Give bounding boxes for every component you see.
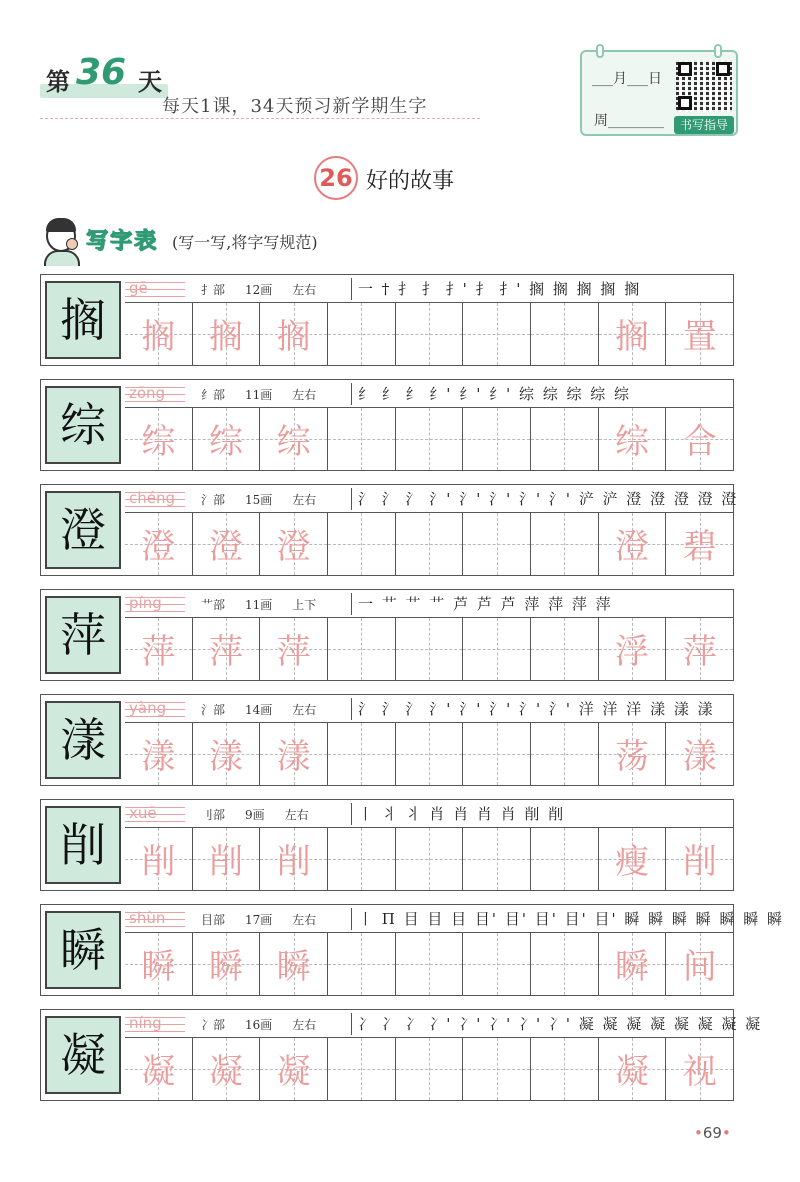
trace-character: 漾 bbox=[682, 737, 717, 777]
writing-cell[interactable] bbox=[396, 723, 464, 785]
trace-character: 置 bbox=[682, 317, 717, 357]
page-number: • 69 • bbox=[694, 1124, 731, 1142]
writing-grid bbox=[125, 933, 733, 995]
pinyin-lines bbox=[125, 590, 185, 618]
character-info bbox=[125, 590, 733, 618]
writing-cell[interactable] bbox=[531, 933, 599, 995]
stroke-count: 11画 bbox=[245, 388, 273, 402]
stroke-count: 17画 bbox=[245, 913, 273, 927]
writing-cell[interactable] bbox=[396, 303, 464, 365]
model-character: 澄 bbox=[45, 491, 121, 569]
radical: 扌部 bbox=[201, 283, 226, 297]
pinyin-lines bbox=[125, 1010, 185, 1038]
character-info bbox=[125, 695, 733, 723]
word-cell[interactable] bbox=[599, 723, 667, 785]
qr-corner-mark bbox=[716, 62, 730, 76]
stroke-order: 纟 纟 纟 纟' 纟' 纟' 综 综 综 综 综 bbox=[351, 383, 731, 405]
trace-cell[interactable] bbox=[260, 408, 328, 470]
model-character: 瞬 bbox=[45, 911, 121, 989]
writing-cell[interactable] bbox=[328, 513, 396, 575]
character-meta bbox=[201, 701, 336, 718]
writing-grid bbox=[125, 513, 733, 575]
writing-cell[interactable] bbox=[531, 618, 599, 680]
writing-guide-label: 书写指导 bbox=[674, 116, 734, 134]
trace-cell[interactable] bbox=[260, 1038, 328, 1100]
trace-character: 搁 bbox=[209, 317, 243, 357]
radical: 氵部 bbox=[201, 493, 226, 507]
trace-cell[interactable] bbox=[260, 303, 328, 365]
character-row bbox=[40, 274, 734, 366]
qr-corner-mark bbox=[678, 96, 692, 110]
trace-cell[interactable] bbox=[193, 828, 261, 890]
pinyin-lines bbox=[125, 380, 185, 408]
trace-character: 凝 bbox=[276, 1052, 311, 1092]
pinyin: gē bbox=[129, 279, 148, 297]
stroke-count: 14画 bbox=[245, 703, 273, 717]
pinyin: níng bbox=[129, 1014, 162, 1032]
pinyin-lines bbox=[125, 275, 185, 303]
model-character: 搁 bbox=[45, 281, 121, 359]
trace-cell[interactable] bbox=[193, 303, 261, 365]
day-suffix: 天 bbox=[138, 68, 162, 96]
stroke-count: 16画 bbox=[245, 1018, 273, 1032]
trace-character: 瞬 bbox=[141, 947, 176, 987]
character-row bbox=[40, 1009, 763, 1101]
character-row bbox=[40, 484, 739, 576]
trace-character: 间 bbox=[682, 947, 717, 987]
trace-character: 澄 bbox=[615, 527, 650, 567]
word-cell[interactable] bbox=[666, 723, 733, 785]
trace-character: 凝 bbox=[141, 1052, 176, 1092]
trace-character: 澄 bbox=[209, 527, 243, 567]
trace-cell[interactable] bbox=[260, 933, 328, 995]
trace-character: 综 bbox=[276, 422, 311, 462]
writing-cell[interactable] bbox=[531, 303, 599, 365]
pinyin: chéng bbox=[129, 489, 176, 507]
trace-character: 削 bbox=[276, 842, 311, 882]
trace-cell[interactable] bbox=[260, 723, 328, 785]
model-character: 削 bbox=[45, 806, 121, 884]
trace-cell[interactable] bbox=[125, 933, 193, 995]
trace-cell[interactable] bbox=[193, 618, 261, 680]
radical: 纟部 bbox=[201, 388, 226, 402]
trace-character: 瞬 bbox=[276, 947, 311, 987]
trace-cell[interactable] bbox=[125, 408, 193, 470]
stroke-order: 丨 丬 丬 肖 肖 肖 肖 削 削 bbox=[351, 803, 731, 825]
pinyin: yàng bbox=[129, 699, 167, 717]
week-field[interactable]: 周________ bbox=[594, 113, 664, 129]
trace-cell[interactable] bbox=[125, 1038, 193, 1100]
section-header bbox=[40, 214, 540, 266]
trace-character: 搁 bbox=[615, 317, 650, 357]
trace-cell[interactable] bbox=[125, 303, 193, 365]
word-cell[interactable] bbox=[599, 408, 667, 470]
character-info bbox=[125, 485, 739, 513]
writing-cell[interactable] bbox=[396, 408, 464, 470]
stroke-order: 一 艹 艹 艹 芦 芦 芦 萍 萍 萍 萍 bbox=[351, 593, 731, 615]
structure: 左右 bbox=[292, 913, 317, 927]
word-cell[interactable] bbox=[666, 513, 733, 575]
trace-character: 荡 bbox=[615, 737, 650, 777]
writing-cell[interactable] bbox=[463, 723, 531, 785]
writing-cell[interactable] bbox=[463, 618, 531, 680]
header-divider bbox=[40, 118, 480, 119]
stroke-count: 9画 bbox=[245, 808, 265, 822]
trace-character: 综 bbox=[615, 422, 650, 462]
writing-cell[interactable] bbox=[328, 933, 396, 995]
word-cell[interactable] bbox=[666, 933, 733, 995]
character-row bbox=[40, 694, 734, 786]
writing-cell[interactable] bbox=[396, 618, 464, 680]
writing-cell[interactable] bbox=[328, 828, 396, 890]
character-info bbox=[125, 1010, 763, 1038]
writing-grid bbox=[125, 723, 733, 785]
structure: 左右 bbox=[292, 388, 317, 402]
character-row bbox=[40, 589, 734, 681]
lesson-title: 好的故事 bbox=[366, 169, 455, 194]
trace-character: 合 bbox=[682, 422, 717, 462]
trace-character: 萍 bbox=[141, 632, 176, 672]
character-row bbox=[40, 799, 734, 891]
binder-ring-icon bbox=[714, 44, 722, 58]
trace-character: 瞬 bbox=[209, 947, 243, 987]
word-cell[interactable] bbox=[599, 513, 667, 575]
trace-character: 瞬 bbox=[615, 947, 650, 987]
writing-cell[interactable] bbox=[328, 303, 396, 365]
trace-character: 削 bbox=[682, 842, 717, 882]
structure: 左右 bbox=[292, 703, 317, 717]
radical: 刂部 bbox=[201, 808, 226, 822]
pinyin-lines bbox=[125, 905, 185, 933]
trace-cell[interactable] bbox=[193, 513, 261, 575]
trace-character: 视 bbox=[682, 1052, 717, 1092]
trace-character: 漾 bbox=[209, 737, 243, 777]
pinyin: shùn bbox=[129, 909, 166, 927]
stroke-order: 丨 Π 目 目 目 目' 目' 目' 目' 目' 瞬 瞬 瞬 瞬 瞬 瞬 瞬 bbox=[351, 908, 731, 930]
pinyin: xuē bbox=[129, 804, 157, 822]
character-row bbox=[40, 379, 734, 471]
writing-cell[interactable] bbox=[328, 408, 396, 470]
trace-cell[interactable] bbox=[125, 828, 193, 890]
stroke-order: 氵 氵 氵 氵' 氵' 氵' 氵' 氵' 洋 洋 洋 漾 漾 漾 bbox=[351, 698, 731, 720]
character-meta bbox=[201, 386, 336, 403]
character-info bbox=[125, 380, 733, 408]
writing-cell[interactable] bbox=[531, 1038, 599, 1100]
student-mascot-icon bbox=[40, 214, 84, 266]
model-character: 综 bbox=[45, 386, 121, 464]
trace-character: 萍 bbox=[682, 632, 717, 672]
trace-cell[interactable] bbox=[125, 618, 193, 680]
stroke-order: 一 † 扌 扌 扌' 扌 扌' 搁 搁 搁 搁 搁 bbox=[351, 278, 731, 300]
word-cell[interactable] bbox=[599, 828, 667, 890]
date-field[interactable]: ___月___日 bbox=[592, 71, 662, 87]
writing-cell[interactable] bbox=[328, 1038, 396, 1100]
day-number: 36 bbox=[76, 52, 127, 93]
trace-character: 搁 bbox=[141, 317, 176, 357]
writing-cell[interactable] bbox=[463, 933, 531, 995]
trace-character: 削 bbox=[209, 842, 243, 882]
word-cell[interactable] bbox=[666, 828, 733, 890]
trace-character: 萍 bbox=[276, 632, 311, 672]
word-cell[interactable] bbox=[666, 408, 733, 470]
structure: 上下 bbox=[292, 598, 317, 612]
trace-character: 综 bbox=[209, 422, 243, 462]
trace-cell[interactable] bbox=[260, 618, 328, 680]
writing-cell[interactable] bbox=[328, 618, 396, 680]
trace-character: 瘦 bbox=[615, 842, 650, 882]
structure: 左右 bbox=[292, 283, 317, 297]
character-meta bbox=[201, 1016, 336, 1033]
model-character: 漾 bbox=[45, 701, 121, 779]
writing-cell[interactable] bbox=[531, 828, 599, 890]
word-cell[interactable] bbox=[666, 618, 733, 680]
binder-ring-icon bbox=[596, 44, 604, 58]
pinyin: zōng bbox=[129, 384, 166, 402]
writing-cell[interactable] bbox=[463, 408, 531, 470]
character-info bbox=[125, 275, 733, 303]
radical: 冫部 bbox=[201, 1018, 226, 1032]
trace-cell[interactable] bbox=[193, 408, 261, 470]
writing-cell[interactable] bbox=[463, 513, 531, 575]
writing-cell[interactable] bbox=[531, 723, 599, 785]
writing-cell[interactable] bbox=[531, 408, 599, 470]
date-card bbox=[580, 50, 738, 136]
writing-grid bbox=[125, 618, 733, 680]
qr-corner-mark bbox=[678, 62, 692, 76]
stroke-order: 氵 氵 氵 氵' 氵' 氵' 氵' 氵' 浐 浐 澄 澄 澄 澄 澄 bbox=[351, 488, 731, 510]
character-info bbox=[125, 905, 784, 933]
trace-character: 浮 bbox=[615, 632, 650, 672]
writing-cell[interactable] bbox=[396, 933, 464, 995]
writing-cell[interactable] bbox=[463, 1038, 531, 1100]
radical: 目部 bbox=[201, 913, 226, 927]
stroke-order: 冫 冫 冫 冫' 冫' 冫' 冫' 冫' 凝 凝 凝 凝 凝 凝 凝 凝 bbox=[351, 1013, 731, 1035]
trace-character: 综 bbox=[141, 422, 176, 462]
pinyin: píng bbox=[129, 594, 162, 612]
tagline: 每天1课，34天预习新学期生字 bbox=[162, 96, 428, 117]
character-meta bbox=[201, 596, 336, 613]
model-character: 萍 bbox=[45, 596, 121, 674]
trace-cell[interactable] bbox=[193, 723, 261, 785]
stroke-count: 15画 bbox=[245, 493, 273, 507]
trace-cell[interactable] bbox=[260, 828, 328, 890]
stroke-count: 12画 bbox=[245, 283, 273, 297]
writing-grid bbox=[125, 828, 733, 890]
character-meta bbox=[201, 911, 336, 928]
trace-character: 削 bbox=[141, 842, 176, 882]
model-character: 凝 bbox=[45, 1016, 121, 1094]
trace-character: 搁 bbox=[276, 317, 311, 357]
structure: 左右 bbox=[292, 1018, 317, 1032]
character-info bbox=[125, 800, 733, 828]
trace-character: 漾 bbox=[141, 737, 176, 777]
pinyin-lines bbox=[125, 695, 185, 723]
writing-grid bbox=[125, 1038, 733, 1100]
lesson-number: 26 bbox=[314, 156, 358, 200]
word-cell[interactable] bbox=[599, 1038, 667, 1100]
trace-character: 凝 bbox=[209, 1052, 243, 1092]
word-cell[interactable] bbox=[599, 933, 667, 995]
structure: 左右 bbox=[284, 808, 309, 822]
day-badge bbox=[40, 52, 170, 102]
word-cell[interactable] bbox=[666, 303, 733, 365]
character-meta bbox=[201, 806, 329, 823]
writing-cell[interactable] bbox=[396, 1038, 464, 1100]
writing-cell[interactable] bbox=[531, 513, 599, 575]
day-prefix: 第 bbox=[46, 68, 70, 96]
trace-cell[interactable] bbox=[260, 513, 328, 575]
writing-cell[interactable] bbox=[396, 828, 464, 890]
word-cell[interactable] bbox=[666, 1038, 733, 1100]
structure: 左右 bbox=[292, 493, 317, 507]
trace-character: 澄 bbox=[141, 527, 176, 567]
trace-character: 萍 bbox=[209, 632, 243, 672]
trace-character: 漾 bbox=[276, 737, 311, 777]
trace-cell[interactable] bbox=[125, 513, 193, 575]
writing-grid bbox=[125, 303, 733, 365]
section-title: 写字表 bbox=[86, 229, 159, 254]
section-instruction: (写一写,将字写规范) bbox=[172, 233, 318, 252]
radical: 氵部 bbox=[201, 703, 226, 717]
writing-cell[interactable] bbox=[328, 723, 396, 785]
writing-grid bbox=[125, 408, 733, 470]
writing-cell[interactable] bbox=[396, 513, 464, 575]
pinyin-lines bbox=[125, 485, 185, 513]
trace-cell[interactable] bbox=[125, 723, 193, 785]
character-meta bbox=[201, 281, 336, 298]
trace-cell[interactable] bbox=[193, 1038, 261, 1100]
radical: 艹部 bbox=[201, 598, 226, 612]
character-row bbox=[40, 904, 784, 996]
writing-cell[interactable] bbox=[463, 828, 531, 890]
character-meta bbox=[201, 491, 336, 508]
pinyin-lines bbox=[125, 800, 185, 828]
word-cell[interactable] bbox=[599, 618, 667, 680]
stroke-count: 11画 bbox=[245, 598, 273, 612]
trace-character: 碧 bbox=[682, 527, 717, 567]
trace-character: 凝 bbox=[615, 1052, 650, 1092]
trace-character: 澄 bbox=[276, 527, 311, 567]
trace-cell[interactable] bbox=[193, 933, 261, 995]
word-cell[interactable] bbox=[599, 303, 667, 365]
writing-cell[interactable] bbox=[463, 303, 531, 365]
